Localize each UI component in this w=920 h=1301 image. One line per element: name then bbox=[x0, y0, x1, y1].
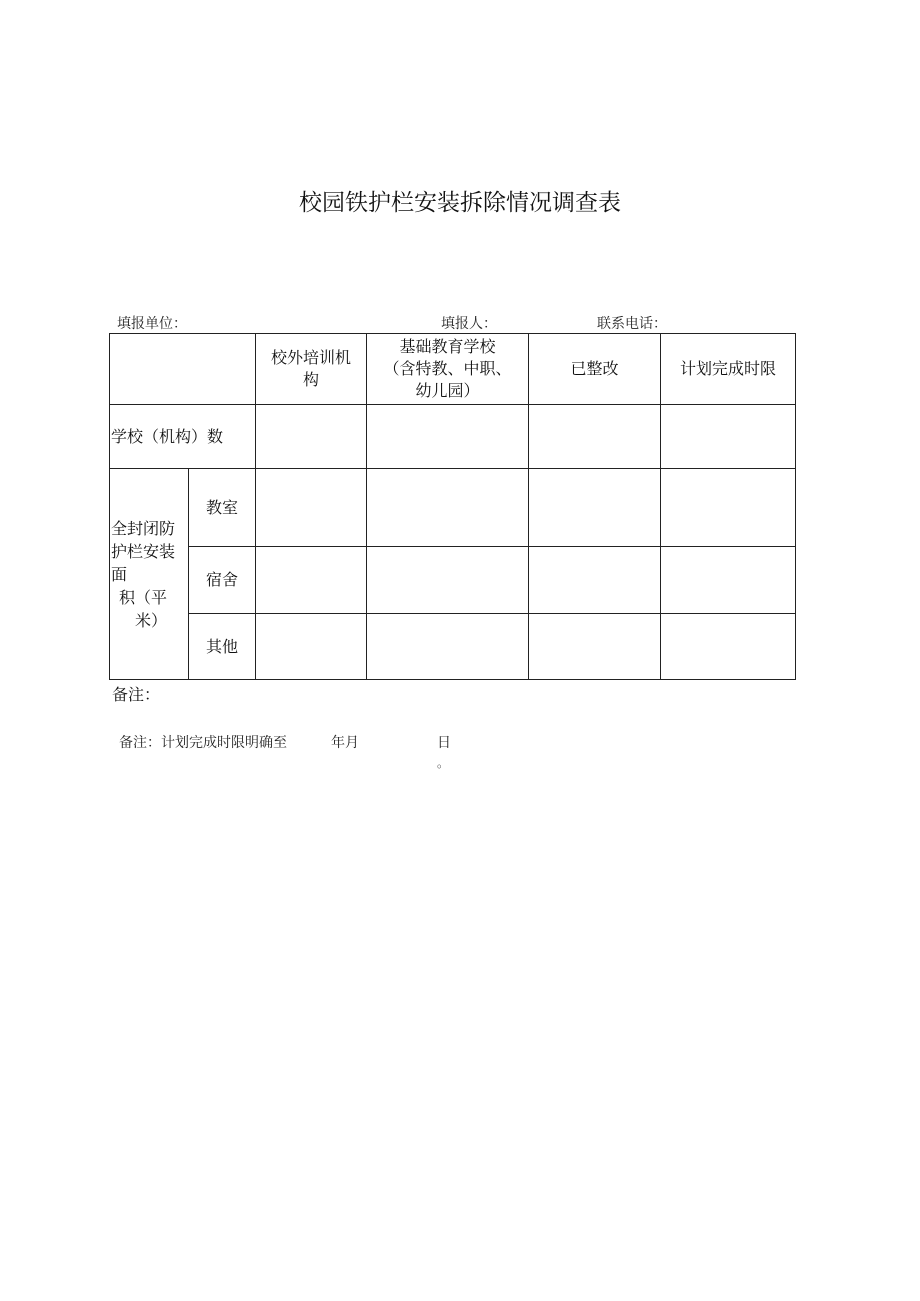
remarks-day: 日 bbox=[437, 735, 451, 751]
cell-dormitory-training bbox=[256, 547, 367, 614]
cell-basic-school-count bbox=[367, 405, 529, 469]
area-group-label bbox=[110, 469, 189, 680]
contact-phone-label: 联系电话： bbox=[597, 316, 667, 332]
row-label-dormitory: 宿舍 bbox=[189, 547, 256, 614]
area-label-line-5: 米） bbox=[135, 610, 168, 630]
table-row bbox=[110, 405, 796, 469]
cell-classroom-rectified bbox=[529, 469, 661, 547]
header-empty-cell bbox=[110, 334, 256, 405]
row-label-other: 其他 bbox=[189, 614, 256, 680]
header-training-institutions: 校外培训机构 bbox=[256, 334, 367, 405]
document-title: 校园铁护栏安装拆除情况调查表 bbox=[299, 190, 621, 216]
cell-other-training bbox=[256, 614, 367, 680]
fill-person-label: 填报人： bbox=[441, 316, 497, 332]
area-label-line-1: 全封闭防 bbox=[111, 518, 176, 538]
cell-dormitory-rectified bbox=[529, 547, 661, 614]
row-label-school-count: 学校（机构）数 bbox=[110, 405, 256, 469]
cell-classroom-training bbox=[256, 469, 367, 547]
cell-other-deadline bbox=[661, 614, 796, 680]
area-label-line-3: 面 bbox=[111, 564, 128, 584]
area-label-line-4: 积（平 bbox=[119, 587, 168, 607]
cell-classroom-deadline bbox=[661, 469, 796, 547]
fill-unit-label: 填报单位： bbox=[117, 316, 187, 332]
cell-rectified-count bbox=[529, 405, 661, 469]
cell-deadline-count bbox=[661, 405, 796, 469]
header-basic-education-schools: 基础教育学校 （含特教、中职、 幼儿园） bbox=[367, 334, 529, 405]
survey-table bbox=[109, 333, 796, 680]
header-rectified: 已整改 bbox=[529, 334, 661, 405]
remarks-year-month: 年月 bbox=[331, 735, 359, 751]
cell-training-count bbox=[256, 405, 367, 469]
table-row bbox=[110, 547, 796, 614]
table-row bbox=[110, 469, 796, 547]
remarks-period: 。 bbox=[437, 756, 450, 770]
header-planned-deadline: 计划完成时限 bbox=[661, 334, 796, 405]
cell-dormitory-basic bbox=[367, 547, 529, 614]
row-label-classroom: 教室 bbox=[189, 469, 256, 547]
area-label-line-2: 护栏安装 bbox=[111, 541, 176, 561]
remarks-note: 备注：计划完成时限明确至 bbox=[119, 735, 287, 751]
cell-other-basic bbox=[367, 614, 529, 680]
cell-dormitory-deadline bbox=[661, 547, 796, 614]
table-header-row bbox=[110, 334, 796, 405]
remarks-title: 备注： bbox=[112, 685, 161, 704]
cell-classroom-basic bbox=[367, 469, 529, 547]
cell-other-rectified bbox=[529, 614, 661, 680]
table-row bbox=[110, 614, 796, 680]
